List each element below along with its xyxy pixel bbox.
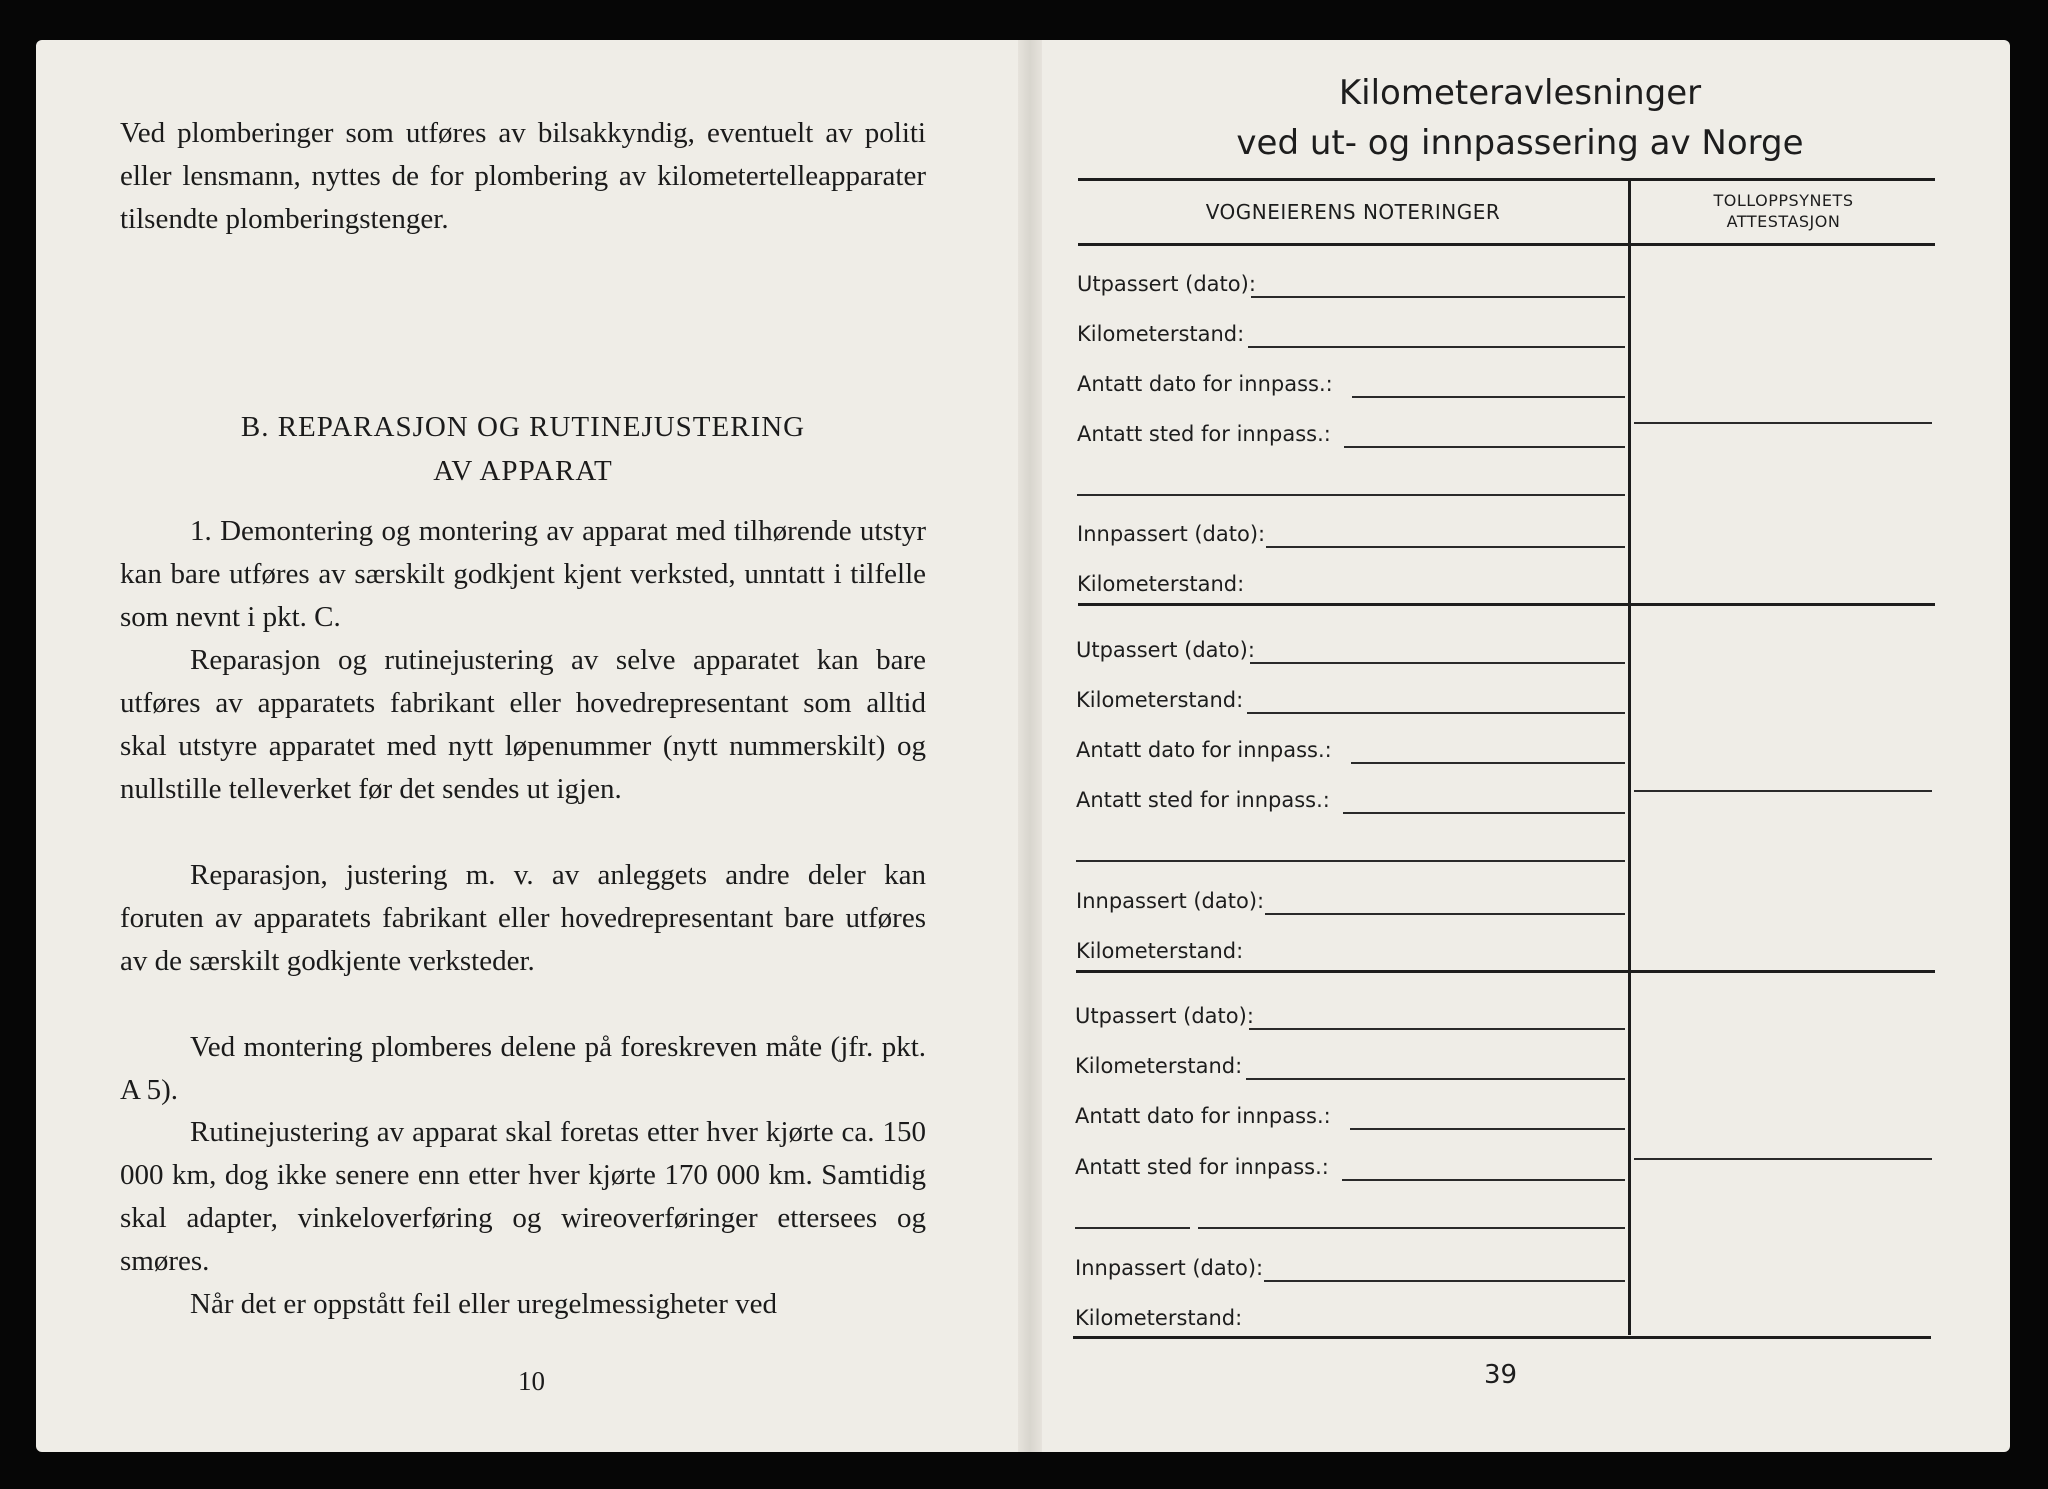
input-line-utpassert[interactable] bbox=[1250, 662, 1625, 664]
column-header-owner: VOGNEIERENS NOTERINGER bbox=[1205, 200, 1501, 224]
attest-divider bbox=[1634, 1158, 1932, 1160]
input-line-innpassert[interactable] bbox=[1264, 1280, 1625, 1282]
input-line-kilometerstand[interactable] bbox=[1246, 1078, 1625, 1080]
column-header-customs-line2: ATTESTASJON bbox=[1726, 212, 1841, 231]
input-line-innpassert[interactable] bbox=[1266, 546, 1625, 548]
column-divider bbox=[1628, 181, 1631, 1335]
table-bottom-rule bbox=[1073, 1336, 1931, 1339]
label-kilometerstand: Kilometerstand: bbox=[1076, 688, 1244, 712]
attest-divider bbox=[1634, 422, 1932, 424]
input-line-utpassert[interactable] bbox=[1251, 296, 1625, 298]
header-bottom-rule bbox=[1078, 243, 1935, 246]
label-utpassert: Utpassert (dato): bbox=[1076, 638, 1255, 662]
table-top-rule bbox=[1078, 178, 1935, 181]
label-antatt-dato: Antatt dato for innpass.: bbox=[1075, 1104, 1331, 1128]
label-kilometerstand-end: Kilometerstand: bbox=[1077, 572, 1245, 596]
input-line-blank[interactable] bbox=[1077, 494, 1625, 496]
label-utpassert: Utpassert (dato): bbox=[1077, 272, 1256, 296]
right-page-number: 39 bbox=[1484, 1360, 1518, 1390]
paragraph-3: Reparasjon, justering m. v. av anleggets andre deler kan foruten av apparatets fabrikant eller hovedrepresentant bare utføres av de særskilt godkjente verksteder. bbox=[120, 859, 926, 977]
label-innpassert: Innpassert (dato): bbox=[1077, 522, 1266, 546]
input-line-innpassert[interactable] bbox=[1265, 913, 1625, 915]
column-header-customs-line1: TOLLOPPSYNETS bbox=[1713, 191, 1854, 210]
label-kilometerstand: Kilometerstand: bbox=[1075, 1054, 1243, 1078]
paragraph-4: Ved montering plomberes delene på foreskreven måte (jfr. pkt. A 5). bbox=[120, 1031, 926, 1106]
input-line-kilometerstand[interactable] bbox=[1247, 712, 1625, 714]
label-antatt-dato: Antatt dato for innpass.: bbox=[1076, 738, 1332, 762]
label-antatt-dato: Antatt dato for innpass.: bbox=[1077, 372, 1333, 396]
section-heading-line1: B. REPARASJON OG RUTINEJUSTERING bbox=[240, 411, 806, 443]
book-gutter bbox=[1018, 40, 1042, 1452]
label-antatt-sted: Antatt sted for innpass.: bbox=[1076, 788, 1330, 812]
input-line-blank[interactable] bbox=[1198, 1227, 1625, 1229]
label-kilometerstand-end: Kilometerstand: bbox=[1076, 939, 1244, 963]
label-innpassert: Innpassert (dato): bbox=[1075, 1256, 1264, 1280]
input-line-antatt-dato[interactable] bbox=[1351, 762, 1625, 764]
paragraph-2: Reparasjon og rutinejustering av selve apparatet kan bare utføres av apparatets fabrikant eller hovedrepresentant som alltid skal utstyre apparatet med nytt løpenummer (nytt nummerskilt) og nullstille telleverket før det sendes ut igjen. bbox=[120, 644, 926, 805]
intro-paragraph: Ved plomberinger som utføres av bilsakkyndig, eventuelt av politi eller lensmann, nyttes de for plombering av kilometertelleapparater tilsendte plomberingstenger. bbox=[120, 117, 926, 235]
input-line-antatt-sted[interactable] bbox=[1342, 1179, 1625, 1181]
label-innpassert: Innpassert (dato): bbox=[1076, 889, 1265, 913]
input-line-blank[interactable] bbox=[1076, 860, 1625, 862]
input-line-antatt-sted[interactable] bbox=[1343, 812, 1625, 814]
section-2-rule bbox=[1076, 970, 1935, 973]
section-heading-line2: AV APPARAT bbox=[433, 455, 613, 487]
input-line-kilometerstand[interactable] bbox=[1248, 346, 1625, 348]
label-antatt-sted: Antatt sted for innpass.: bbox=[1075, 1155, 1329, 1179]
label-kilometerstand-end: Kilometerstand: bbox=[1075, 1306, 1243, 1330]
input-line-antatt-dato[interactable] bbox=[1350, 1128, 1625, 1130]
paragraph-1: 1. Demontering og montering av apparat med tilhørende utstyr kan bare utføres av særskilt godkjent kjent verksted, unntatt i tilfelle som nevnt i pkt. C. bbox=[120, 515, 926, 633]
form-title-line2: ved ut- og innpassering av Norge bbox=[1236, 123, 1804, 163]
paragraph-5: Rutinejustering av apparat skal foretas etter hver kjørte ca. 150 000 km, dog ikke senere enn etter hver kjørte 170 000 km. Samtidig skal adapter, vinkeloverføring og wireoverføringer ettersees og smøres. bbox=[120, 1116, 926, 1277]
attest-divider bbox=[1634, 790, 1932, 792]
label-kilometerstand: Kilometerstand: bbox=[1077, 322, 1245, 346]
form-title-line1: Kilometeravlesninger bbox=[1338, 73, 1702, 113]
label-antatt-sted: Antatt sted for innpass.: bbox=[1077, 422, 1331, 446]
section-1-rule bbox=[1078, 603, 1935, 606]
input-line-blank-short[interactable] bbox=[1075, 1227, 1190, 1229]
input-line-antatt-sted[interactable] bbox=[1344, 446, 1625, 448]
label-utpassert: Utpassert (dato): bbox=[1075, 1004, 1254, 1028]
input-line-utpassert[interactable] bbox=[1249, 1028, 1625, 1030]
paragraph-6: Når det er oppstått feil eller uregelmessigheter ved bbox=[190, 1288, 778, 1320]
input-line-antatt-dato[interactable] bbox=[1352, 396, 1625, 398]
left-page-number: 10 bbox=[518, 1366, 545, 1396]
